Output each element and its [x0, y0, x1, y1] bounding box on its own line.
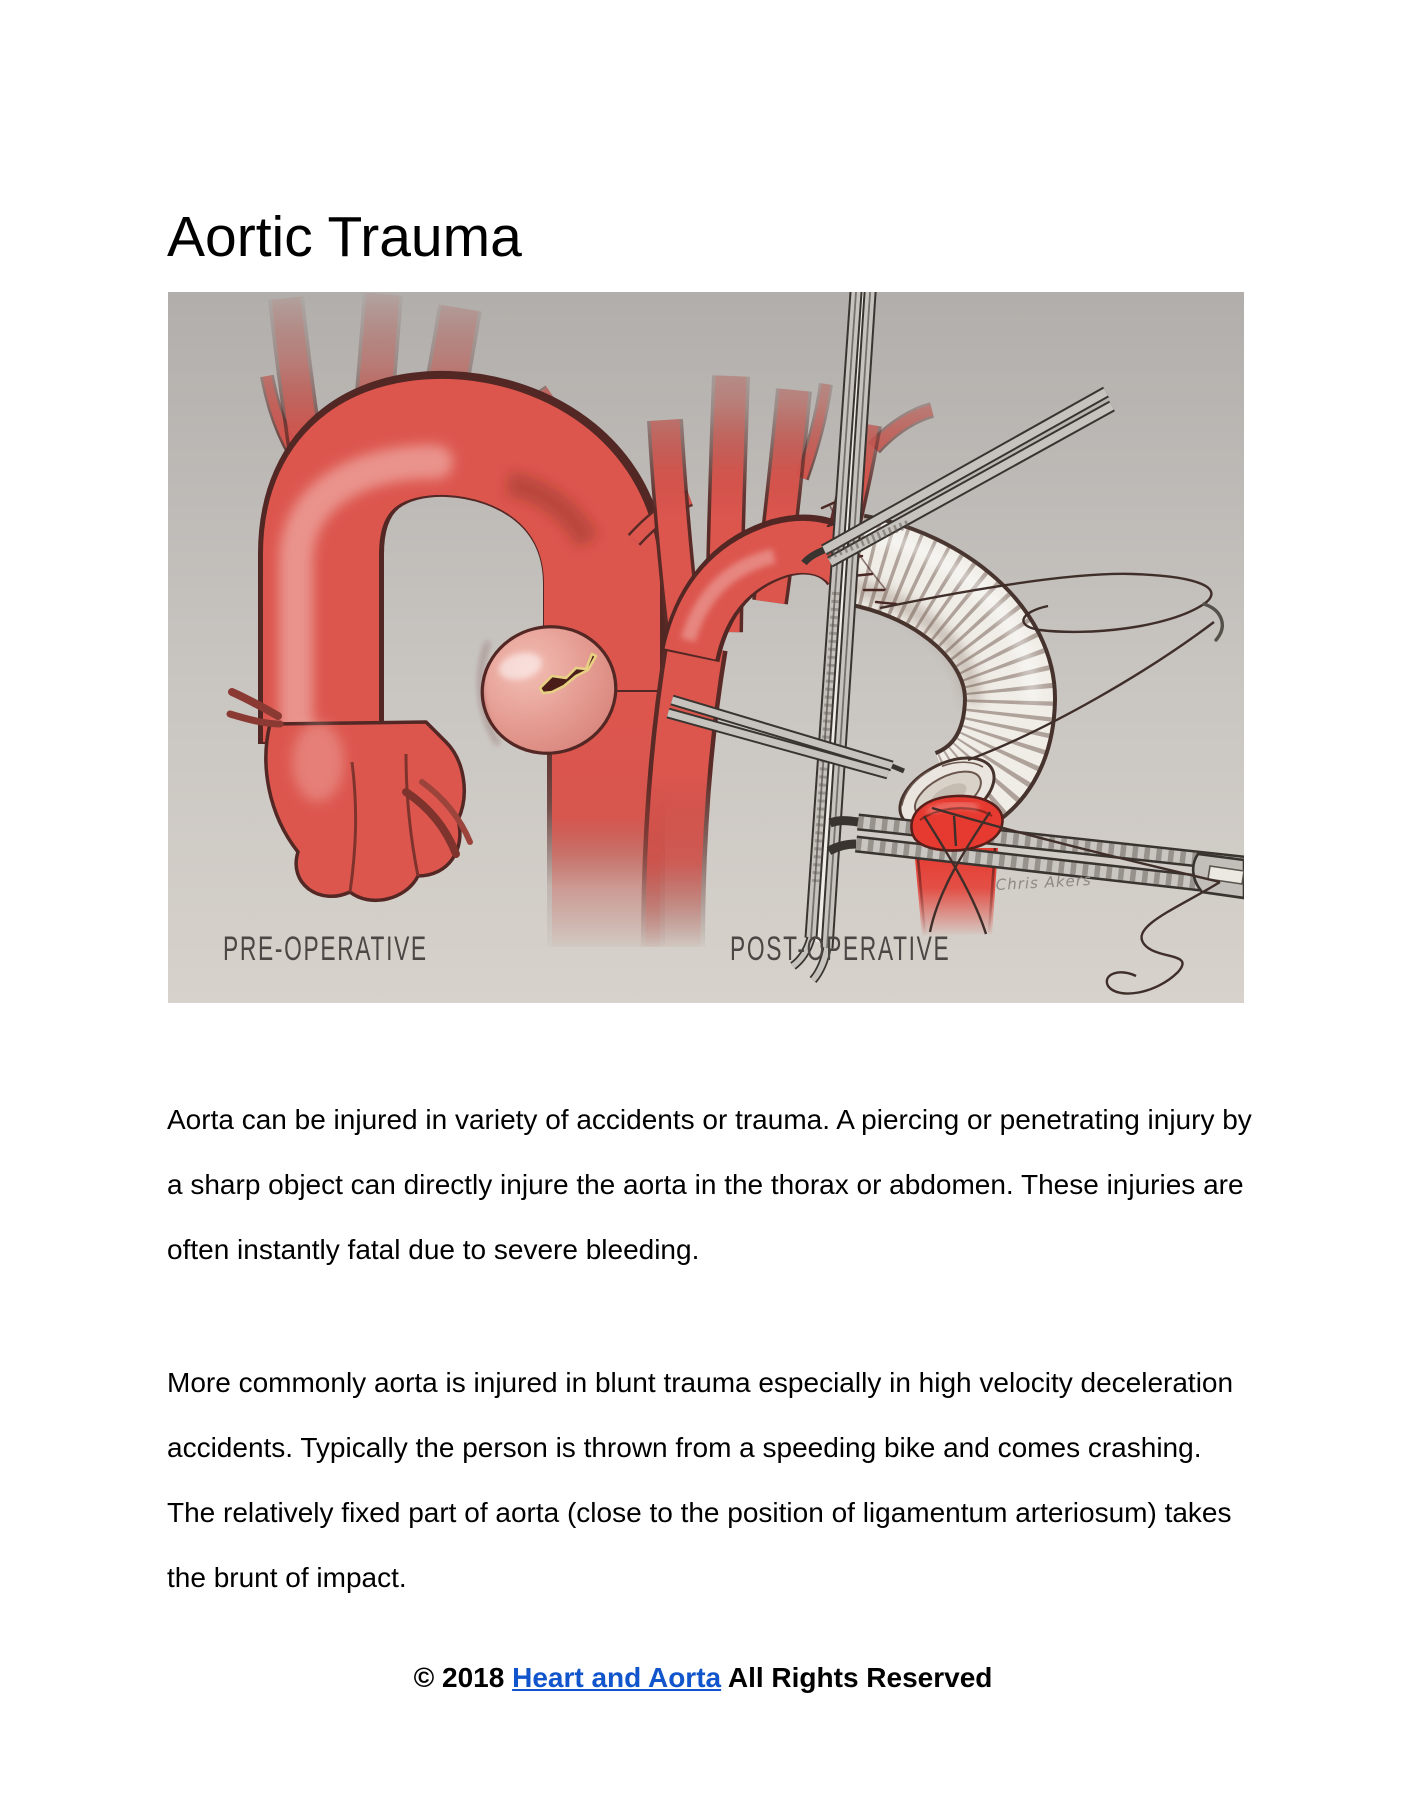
body-line: More commonly aorta is injured in blunt trauma especially in high velocity deceleration: [167, 1367, 1234, 1398]
body-line: often instantly fatal due to severe bleeding.: [167, 1234, 700, 1265]
copyright-prefix: © 2018: [413, 1662, 513, 1693]
copyright-footer: [0, 1661, 1406, 1695]
paragraph-blunt-trauma: [167, 1350, 1307, 1610]
body-line: The relatively fixed part of aorta (close to the position of ligamentum arteriosum) takes: [167, 1497, 1232, 1528]
body-line: accidents. Typically the person is thrown from a speeding bike and comes crashing.: [167, 1432, 1202, 1463]
artist-signature: Chris Akers: [995, 870, 1093, 894]
page-title: Aortic Trauma: [167, 205, 522, 270]
copyright-suffix: All Rights Reserved: [721, 1662, 993, 1693]
body-line: a sharp object can directly injure the aorta in the thorax or abdomen. These injuries are: [167, 1169, 1244, 1200]
heart-and-aorta-link[interactable]: Heart and Aorta: [512, 1662, 722, 1693]
body-line: Aorta can be injured in variety of accidents or trauma. A piercing or penetrating injury by: [167, 1104, 1252, 1135]
aortic-trauma-illustration: [168, 292, 1244, 1003]
figure-aortic-trauma: [168, 292, 1244, 1003]
post-operative-label: POST-OPERATIVE: [730, 930, 951, 969]
paragraph-penetrating-injury: [167, 1087, 1307, 1282]
body-line: the brunt of impact.: [167, 1562, 407, 1593]
pre-operative-label: PRE-OPERATIVE: [223, 930, 428, 969]
